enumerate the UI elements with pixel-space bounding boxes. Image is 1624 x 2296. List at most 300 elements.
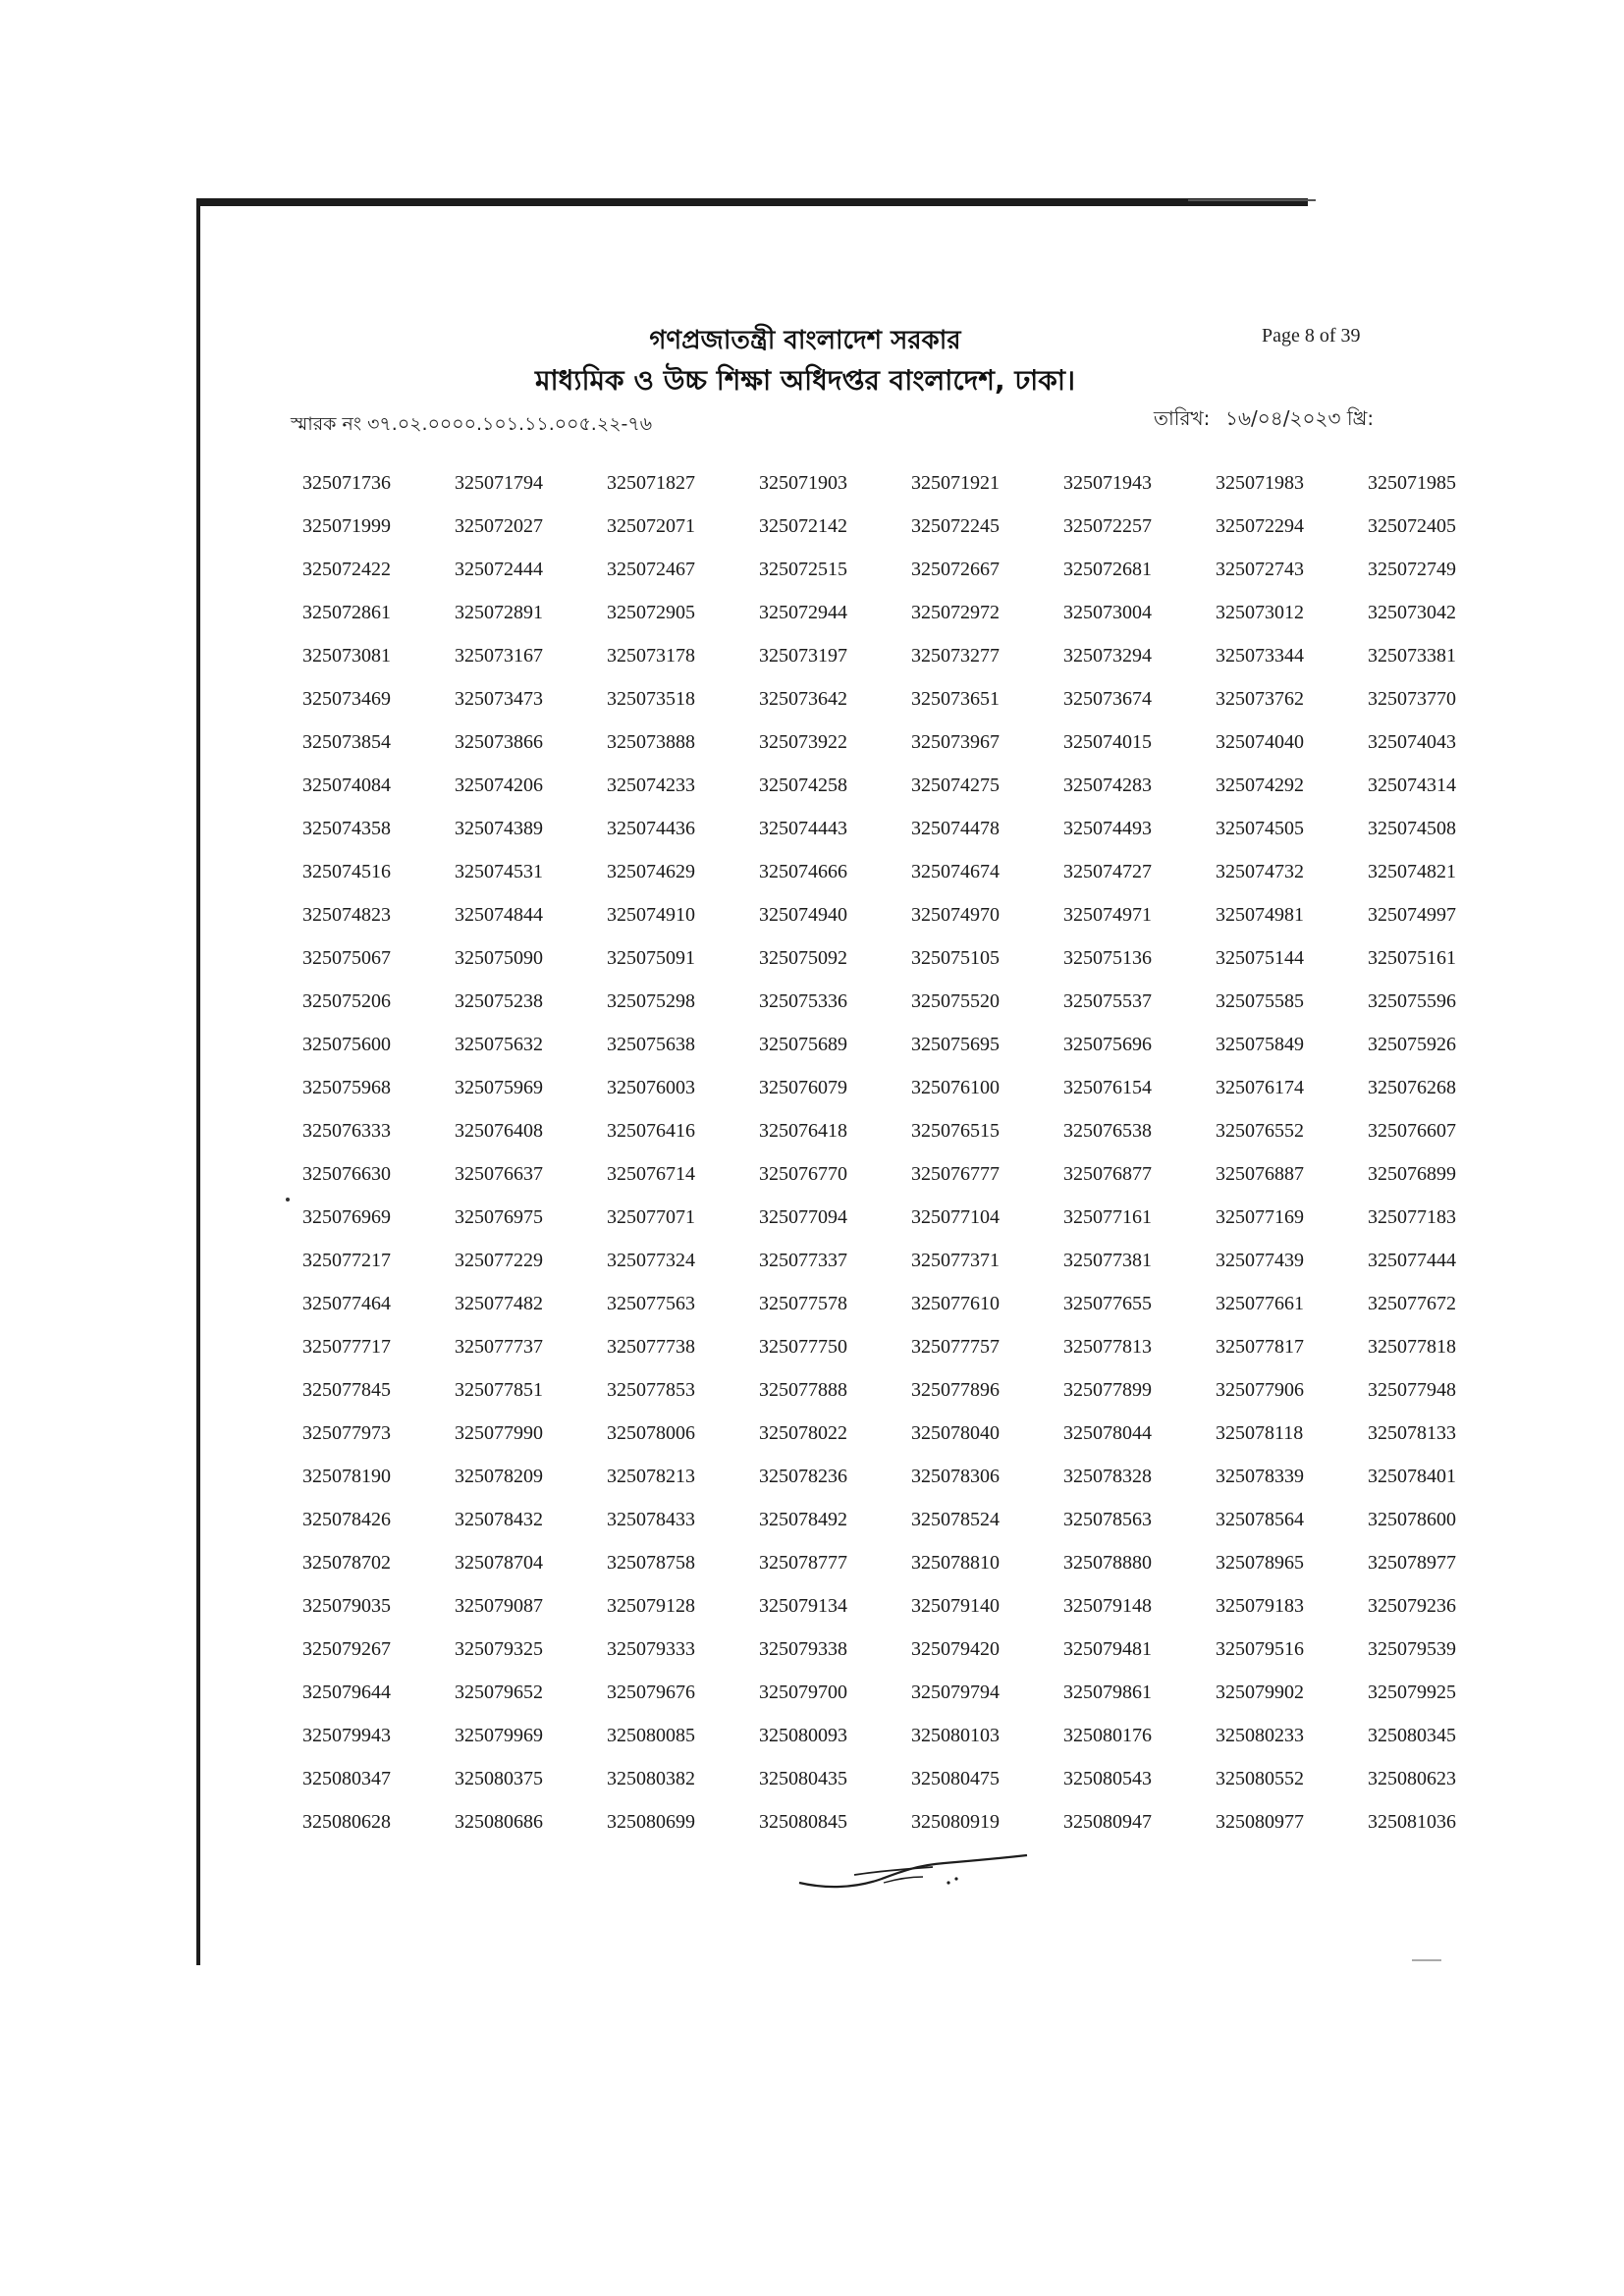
roll-number-cell: 325072749 (1368, 558, 1456, 580)
roll-number-cell: 325072294 (1216, 514, 1304, 537)
roll-number-cell: 325072071 (607, 514, 695, 537)
roll-number-cell: 325074206 (455, 774, 543, 796)
roll-number-cell: 325079644 (302, 1681, 391, 1703)
roll-number-cell: 325079236 (1368, 1594, 1456, 1617)
table-row (285, 1152, 1502, 1196)
roll-number-cell: 325073518 (607, 687, 695, 710)
roll-number-cell: 325073344 (1216, 644, 1304, 667)
roll-number-cell: 325080176 (1063, 1724, 1152, 1746)
roll-number-cell: 325074493 (1063, 817, 1152, 839)
roll-number-cell: 325075336 (759, 989, 847, 1012)
roll-number-cell: 325079652 (455, 1681, 543, 1703)
roll-number-cell: 325078006 (607, 1421, 695, 1444)
roll-number-cell: 325079338 (759, 1637, 847, 1660)
roll-number-cell: 325074505 (1216, 817, 1304, 839)
roll-number-cell: 325079087 (455, 1594, 543, 1617)
roll-number-cell: 325077757 (911, 1335, 1000, 1358)
roll-number-cell: 325076408 (455, 1119, 543, 1142)
roll-number-cell: 325077381 (1063, 1249, 1152, 1271)
roll-number-cell: 325077371 (911, 1249, 1000, 1271)
roll-number-cell: 325074258 (759, 774, 847, 796)
roll-number-cell: 325080375 (455, 1767, 543, 1789)
roll-number-cell: 325080382 (607, 1767, 695, 1789)
roll-number-cell: 325077337 (759, 1249, 847, 1271)
date-label: তারিখ: (1154, 406, 1211, 430)
roll-number-cell: 325078040 (911, 1421, 1000, 1444)
roll-number-cell: 325075238 (455, 989, 543, 1012)
roll-number-cell: 325077672 (1368, 1292, 1456, 1314)
roll-number-cell: 325078339 (1216, 1465, 1304, 1487)
roll-number-cell: 325073770 (1368, 687, 1456, 710)
roll-number-cell: 325079516 (1216, 1637, 1304, 1660)
roll-number-cell: 325074531 (455, 860, 543, 882)
roll-number-cell: 325076969 (302, 1205, 391, 1228)
roll-number-cell: 325078118 (1216, 1421, 1304, 1444)
roll-number-cell: 325073762 (1216, 687, 1304, 710)
roll-number-cell: 325072891 (455, 601, 543, 623)
roll-number-cell: 325071985 (1368, 471, 1456, 494)
roll-number-cell: 325074275 (911, 774, 1000, 796)
table-row (285, 1541, 1502, 1584)
roll-number-cell: 325077888 (759, 1378, 847, 1401)
roll-number-cell: 325076975 (455, 1205, 543, 1228)
roll-number-cell: 325072861 (302, 601, 391, 623)
roll-number-cell: 325073004 (1063, 601, 1152, 623)
roll-number-cell: 325079183 (1216, 1594, 1304, 1617)
roll-number-cell: 325075638 (607, 1033, 695, 1055)
roll-number-cell: 325074823 (302, 903, 391, 926)
roll-number-cell: 325073381 (1368, 644, 1456, 667)
roll-number-cell: 325076154 (1063, 1076, 1152, 1098)
roll-number-cell: 325076100 (911, 1076, 1000, 1098)
roll-number-cell: 325079128 (607, 1594, 695, 1617)
roll-number-cell: 325074084 (302, 774, 391, 796)
roll-number-cell: 325073012 (1216, 601, 1304, 623)
roll-number-cell: 325079148 (1063, 1594, 1152, 1617)
roll-number-cell: 325080947 (1063, 1810, 1152, 1833)
roll-number-cell: 325072142 (759, 514, 847, 537)
roll-number-cell: 325074981 (1216, 903, 1304, 926)
roll-number-cell: 325079969 (455, 1724, 543, 1746)
roll-number-cell: 325077817 (1216, 1335, 1304, 1358)
roll-number-cell: 325077896 (911, 1378, 1000, 1401)
table-row (285, 1628, 1502, 1671)
roll-number-cell: 325075298 (607, 989, 695, 1012)
table-row (285, 1066, 1502, 1109)
roll-number-cell: 325080085 (607, 1724, 695, 1746)
roll-number-cell: 325074910 (607, 903, 695, 926)
roll-number-cell: 325076003 (607, 1076, 695, 1098)
roll-number-cell: 325074516 (302, 860, 391, 882)
roll-number-cell: 325073277 (911, 644, 1000, 667)
table-row (285, 936, 1502, 980)
table-row (285, 1023, 1502, 1066)
roll-number-cell: 325075926 (1368, 1033, 1456, 1055)
roll-number-cell: 325076416 (607, 1119, 695, 1142)
date-value: ১৬/০৪/২০২৩ খ্রি: (1225, 406, 1375, 430)
roll-number-cell: 325079700 (759, 1681, 847, 1703)
roll-number-cell: 325072405 (1368, 514, 1456, 537)
roll-number-cell: 325078524 (911, 1508, 1000, 1530)
table-row (285, 505, 1502, 548)
roll-number-cell: 325080093 (759, 1724, 847, 1746)
left-border-rule (196, 198, 200, 1965)
table-row (285, 980, 1502, 1023)
table-row (285, 1109, 1502, 1152)
roll-number-cell: 325071903 (759, 471, 847, 494)
roll-number-cell: 325074629 (607, 860, 695, 882)
roll-number-cell: 325077948 (1368, 1378, 1456, 1401)
table-row (285, 1800, 1502, 1843)
directorate-title: মাধ্যমিক ও উচ্চ শিক্ষা অধিদপ্তর বাংলাদেশ, ঢাকা। (534, 364, 1076, 397)
roll-number-cell: 325075969 (455, 1076, 543, 1098)
roll-number-cell: 325078880 (1063, 1551, 1152, 1574)
roll-number-cell: 325076552 (1216, 1119, 1304, 1142)
roll-number-cell: 325078702 (302, 1551, 391, 1574)
roll-number-cell: 325071943 (1063, 471, 1152, 494)
roll-number-cell: 325074358 (302, 817, 391, 839)
roll-number-cell: 325074389 (455, 817, 543, 839)
page-indicator: Page 8 of 39 (1262, 325, 1361, 347)
roll-number-cell: 325072467 (607, 558, 695, 580)
table-row (285, 893, 1502, 936)
roll-number-cell: 325074040 (1216, 730, 1304, 753)
table-row (285, 677, 1502, 721)
roll-number-cell: 325075206 (302, 989, 391, 1012)
roll-number-cell: 325073081 (302, 644, 391, 667)
top-border-rule (196, 198, 1308, 206)
table-row (285, 1757, 1502, 1800)
roll-number-cell: 325075596 (1368, 989, 1456, 1012)
roll-number-cell: 325075136 (1063, 946, 1152, 969)
roll-number-cell: 325078600 (1368, 1508, 1456, 1530)
roll-number-cell: 325076607 (1368, 1119, 1456, 1142)
roll-number-cell: 325077104 (911, 1205, 1000, 1228)
roll-number-cell: 325076770 (759, 1162, 847, 1185)
roll-number-cell: 325074508 (1368, 817, 1456, 839)
table-row (285, 591, 1502, 634)
roll-number-cell: 325075600 (302, 1033, 391, 1055)
roll-number-cell: 325075689 (759, 1033, 847, 1055)
roll-number-cell: 325077851 (455, 1378, 543, 1401)
roll-number-cell: 325077183 (1368, 1205, 1456, 1228)
roll-number-cell: 325072027 (455, 514, 543, 537)
roll-number-cell: 325072245 (911, 514, 1000, 537)
roll-number-cell: 325078563 (1063, 1508, 1152, 1530)
roll-number-cell: 325077845 (302, 1378, 391, 1401)
table-row (285, 1714, 1502, 1757)
roll-number-cell: 325074970 (911, 903, 1000, 926)
roll-number-cell: 325075144 (1216, 946, 1304, 969)
roll-number-cell: 325077990 (455, 1421, 543, 1444)
roll-number-cell: 325076899 (1368, 1162, 1456, 1185)
roll-number-cell: 325079676 (607, 1681, 695, 1703)
roll-number-cell: 325073651 (911, 687, 1000, 710)
roll-number-cell: 325077737 (455, 1335, 543, 1358)
roll-number-cell: 325073178 (607, 644, 695, 667)
roll-number-cell: 325077464 (302, 1292, 391, 1314)
roll-number-cell: 325074436 (607, 817, 695, 839)
roll-number-cell: 325075537 (1063, 989, 1152, 1012)
table-row (285, 807, 1502, 850)
right-edge-mark (1412, 1959, 1441, 1961)
roll-number-cell: 325078401 (1368, 1465, 1456, 1487)
roll-number-cell: 325078777 (759, 1551, 847, 1574)
roll-number-cell: 325078426 (302, 1508, 391, 1530)
roll-number-cell: 325072667 (911, 558, 1000, 580)
roll-number-cell: 325078190 (302, 1465, 391, 1487)
roll-number-cell: 325071999 (302, 514, 391, 537)
roll-number-cell: 325078328 (1063, 1465, 1152, 1487)
table-row (285, 1239, 1502, 1282)
roll-number-cell: 325080552 (1216, 1767, 1304, 1789)
roll-number-cell: 325077853 (607, 1378, 695, 1401)
top-border-rule-tail (1188, 199, 1316, 201)
roll-number-cell: 325075632 (455, 1033, 543, 1055)
table-row (285, 1455, 1502, 1498)
roll-number-cell: 325079267 (302, 1637, 391, 1660)
roll-number-cell: 325076630 (302, 1162, 391, 1185)
roll-number-cell: 325078492 (759, 1508, 847, 1530)
roll-number-cell: 325073642 (759, 687, 847, 710)
roll-number-cell: 325077750 (759, 1335, 847, 1358)
roll-number-cell: 325077655 (1063, 1292, 1152, 1314)
roll-number-cell: 325072743 (1216, 558, 1304, 580)
roll-number-cell: 325077229 (455, 1249, 543, 1271)
roll-number-table (285, 461, 1502, 1843)
table-row (285, 1325, 1502, 1368)
roll-number-cell: 325077161 (1063, 1205, 1152, 1228)
roll-number-cell: 325078133 (1368, 1421, 1456, 1444)
roll-number-cell: 325080845 (759, 1810, 847, 1833)
roll-number-cell: 325080543 (1063, 1767, 1152, 1789)
roll-number-cell: 325074314 (1368, 774, 1456, 796)
roll-number-cell: 325080475 (911, 1767, 1000, 1789)
signature (795, 1849, 1031, 1898)
roll-number-cell: 325076877 (1063, 1162, 1152, 1185)
roll-number-cell: 325078433 (607, 1508, 695, 1530)
roll-number-cell: 325078965 (1216, 1551, 1304, 1574)
roll-number-cell: 325075067 (302, 946, 391, 969)
roll-number-cell: 325080623 (1368, 1767, 1456, 1789)
table-row (285, 548, 1502, 591)
roll-number-cell: 325077899 (1063, 1378, 1152, 1401)
roll-number-cell: 325077813 (1063, 1335, 1152, 1358)
memo-number: স্মারক নং ৩৭.০২.০০০০.১০১.১১.০০৫.২২-৭৬ (291, 413, 653, 435)
roll-number-cell: 325074292 (1216, 774, 1304, 796)
roll-number-cell: 325073294 (1063, 644, 1152, 667)
roll-number-cell: 325076887 (1216, 1162, 1304, 1185)
government-title: গণপ্রজাতন্ত্রী বাংলাদেশ সরকার (649, 326, 961, 355)
roll-number-cell: 325072422 (302, 558, 391, 580)
roll-number-cell: 325073866 (455, 730, 543, 753)
roll-number-cell: 325071827 (607, 471, 695, 494)
roll-number-cell: 325077738 (607, 1335, 695, 1358)
roll-number-cell: 325079325 (455, 1637, 543, 1660)
table-row (285, 764, 1502, 807)
roll-number-cell: 325078022 (759, 1421, 847, 1444)
roll-number-cell: 325077169 (1216, 1205, 1304, 1228)
roll-number-cell: 325073888 (607, 730, 695, 753)
roll-number-cell: 325075091 (607, 946, 695, 969)
roll-number-cell: 325075161 (1368, 946, 1456, 969)
roll-number-cell: 325075695 (911, 1033, 1000, 1055)
roll-number-cell: 325073854 (302, 730, 391, 753)
roll-number-cell: 325077482 (455, 1292, 543, 1314)
roll-number-cell: 325075092 (759, 946, 847, 969)
roll-number-cell: 325080103 (911, 1724, 1000, 1746)
roll-number-cell: 325071736 (302, 471, 391, 494)
roll-number-cell: 325078564 (1216, 1508, 1304, 1530)
roll-number-cell: 325077973 (302, 1421, 391, 1444)
roll-number-cell: 325076515 (911, 1119, 1000, 1142)
roll-number-cell: 325079794 (911, 1681, 1000, 1703)
roll-number-cell: 325080345 (1368, 1724, 1456, 1746)
roll-number-cell: 325080435 (759, 1767, 847, 1789)
roll-number-cell: 325077578 (759, 1292, 847, 1314)
roll-number-cell: 325077217 (302, 1249, 391, 1271)
roll-number-cell: 325074443 (759, 817, 847, 839)
roll-number-cell: 325071921 (911, 471, 1000, 494)
roll-number-cell: 325077324 (607, 1249, 695, 1271)
roll-number-cell: 325077439 (1216, 1249, 1304, 1271)
roll-number-cell: 325079902 (1216, 1681, 1304, 1703)
roll-number-cell: 325077444 (1368, 1249, 1456, 1271)
roll-number-cell: 325080347 (302, 1767, 391, 1789)
roll-number-cell: 325072257 (1063, 514, 1152, 537)
roll-number-cell: 325075849 (1216, 1033, 1304, 1055)
roll-number-cell: 325074997 (1368, 903, 1456, 926)
roll-number-cell: 325072944 (759, 601, 847, 623)
roll-number-cell: 325081036 (1368, 1810, 1456, 1833)
table-row (285, 1412, 1502, 1455)
roll-number-cell: 325074015 (1063, 730, 1152, 753)
roll-number-cell: 325078044 (1063, 1421, 1152, 1444)
roll-number-cell: 325076174 (1216, 1076, 1304, 1098)
roll-number-cell: 325076777 (911, 1162, 1000, 1185)
table-row (285, 1368, 1502, 1412)
roll-number-cell: 325080233 (1216, 1724, 1304, 1746)
roll-number-cell: 325074043 (1368, 730, 1456, 753)
roll-number-cell: 325074478 (911, 817, 1000, 839)
roll-number-cell: 325079035 (302, 1594, 391, 1617)
table-row (285, 461, 1502, 505)
roll-number-cell: 325074732 (1216, 860, 1304, 882)
roll-number-cell: 325079134 (759, 1594, 847, 1617)
roll-number-cell: 325078306 (911, 1465, 1000, 1487)
roll-number-cell: 325077071 (607, 1205, 695, 1228)
roll-number-cell: 325074233 (607, 774, 695, 796)
roll-number-cell: 325072905 (607, 601, 695, 623)
roll-number-cell: 325080919 (911, 1810, 1000, 1833)
roll-number-cell: 325080977 (1216, 1810, 1304, 1833)
roll-number-cell: 325077094 (759, 1205, 847, 1228)
roll-number-cell: 325078213 (607, 1465, 695, 1487)
roll-number-cell: 325073042 (1368, 601, 1456, 623)
roll-number-cell: 325073197 (759, 644, 847, 667)
roll-number-cell: 325072972 (911, 601, 1000, 623)
roll-number-cell: 325071983 (1216, 471, 1304, 494)
roll-number-cell: 325079333 (607, 1637, 695, 1660)
roll-number-cell: 325075090 (455, 946, 543, 969)
roll-number-cell: 325075585 (1216, 989, 1304, 1012)
roll-number-cell: 325075968 (302, 1076, 391, 1098)
table-row (285, 1584, 1502, 1628)
roll-number-cell: 325079420 (911, 1637, 1000, 1660)
roll-number-cell: 325079539 (1368, 1637, 1456, 1660)
roll-number-cell: 325078236 (759, 1465, 847, 1487)
table-row (285, 634, 1502, 677)
roll-number-cell: 325073967 (911, 730, 1000, 753)
roll-number-cell: 325079925 (1368, 1681, 1456, 1703)
roll-number-cell: 325074971 (1063, 903, 1152, 926)
table-row (285, 1196, 1502, 1239)
roll-number-cell: 325073469 (302, 687, 391, 710)
table-row (285, 1282, 1502, 1325)
roll-number-cell: 325078977 (1368, 1551, 1456, 1574)
roll-number-cell: 325072681 (1063, 558, 1152, 580)
roll-number-cell: 325075696 (1063, 1033, 1152, 1055)
roll-number-cell: 325075105 (911, 946, 1000, 969)
roll-number-cell: 325074283 (1063, 774, 1152, 796)
table-row (285, 1671, 1502, 1714)
roll-number-cell: 325074844 (455, 903, 543, 926)
roll-number-cell: 325077906 (1216, 1378, 1304, 1401)
roll-number-cell: 325074666 (759, 860, 847, 882)
roll-number-cell: 325079140 (911, 1594, 1000, 1617)
roll-number-cell: 325079481 (1063, 1637, 1152, 1660)
roll-number-cell: 325074940 (759, 903, 847, 926)
roll-number-cell: 325072515 (759, 558, 847, 580)
roll-number-cell: 325078432 (455, 1508, 543, 1530)
roll-number-cell: 325073167 (455, 644, 543, 667)
roll-number-cell: 325079943 (302, 1724, 391, 1746)
roll-number-cell: 325079861 (1063, 1681, 1152, 1703)
roll-number-cell: 325077610 (911, 1292, 1000, 1314)
roll-number-cell: 325072444 (455, 558, 543, 580)
roll-number-cell: 325076268 (1368, 1076, 1456, 1098)
roll-number-cell: 325078704 (455, 1551, 543, 1574)
roll-number-cell: 325080699 (607, 1810, 695, 1833)
roll-number-cell: 325074821 (1368, 860, 1456, 882)
roll-number-cell: 325077818 (1368, 1335, 1456, 1358)
roll-number-cell: 325074727 (1063, 860, 1152, 882)
roll-number-cell: 325078758 (607, 1551, 695, 1574)
roll-number-cell: 325076333 (302, 1119, 391, 1142)
roll-number-cell: 325076418 (759, 1119, 847, 1142)
roll-number-cell: 325073473 (455, 687, 543, 710)
roll-number-cell: 325077661 (1216, 1292, 1304, 1314)
roll-number-cell: 325078810 (911, 1551, 1000, 1574)
roll-number-cell: 325076637 (455, 1162, 543, 1185)
roll-number-cell: 325071794 (455, 471, 543, 494)
roll-number-cell: 325075520 (911, 989, 1000, 1012)
roll-number-cell: 325078209 (455, 1465, 543, 1487)
table-row (285, 850, 1502, 893)
table-row (285, 721, 1502, 764)
roll-number-cell: 325073922 (759, 730, 847, 753)
roll-number-cell: 325077563 (607, 1292, 695, 1314)
roll-number-cell: 325080686 (455, 1810, 543, 1833)
roll-number-cell: 325076714 (607, 1162, 695, 1185)
roll-number-cell: 325076079 (759, 1076, 847, 1098)
roll-number-cell: 325080628 (302, 1810, 391, 1833)
roll-number-cell: 325077717 (302, 1335, 391, 1358)
roll-number-cell: 325076538 (1063, 1119, 1152, 1142)
roll-number-cell: 325074674 (911, 860, 1000, 882)
roll-number-cell: 325073674 (1063, 687, 1152, 710)
table-row (285, 1498, 1502, 1541)
